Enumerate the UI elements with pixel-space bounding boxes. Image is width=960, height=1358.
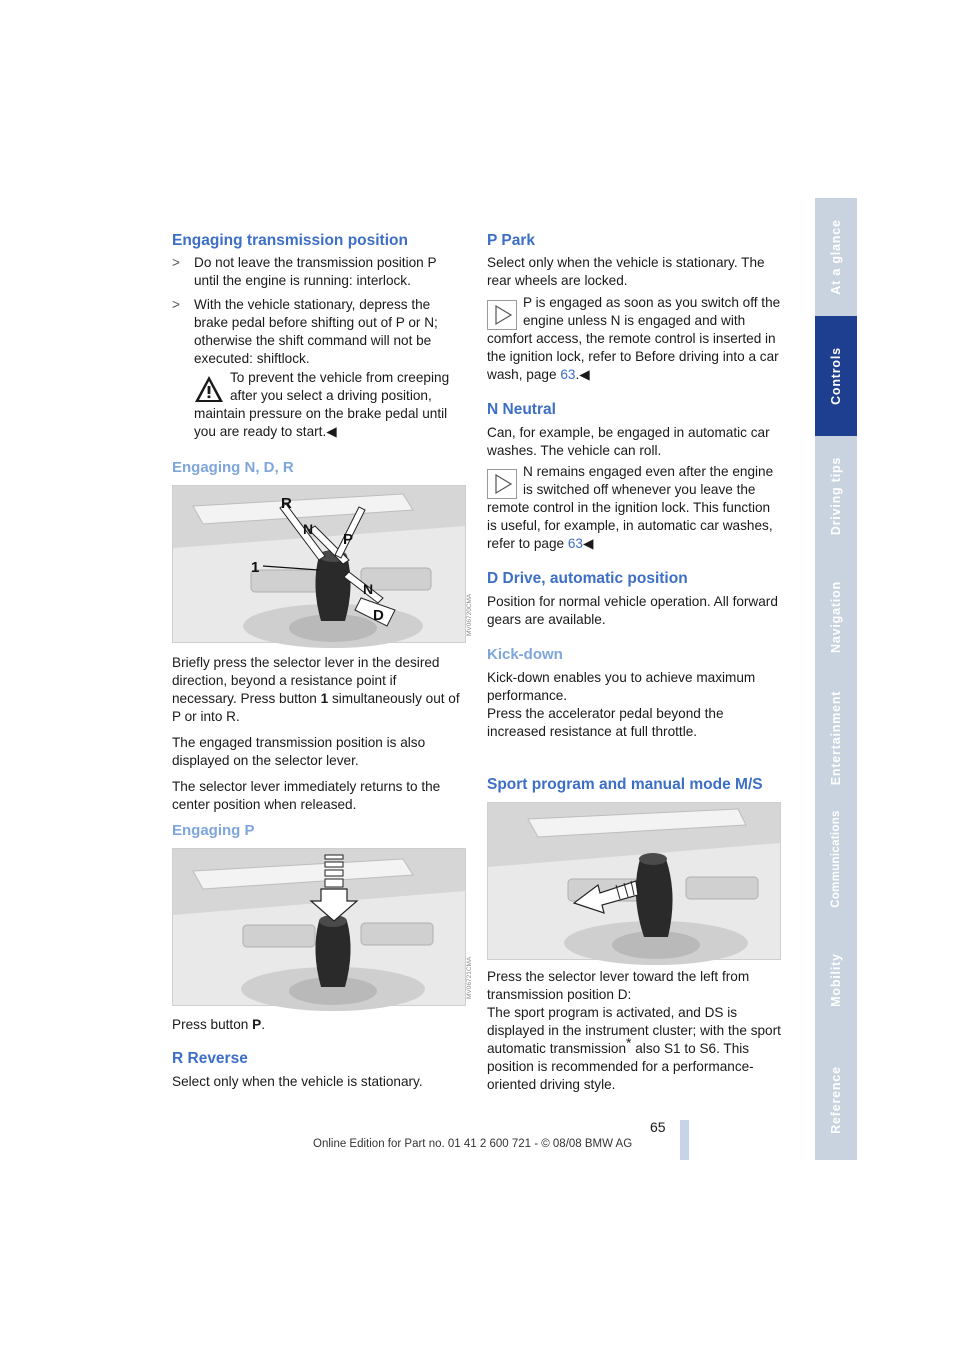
kick-down-paragraph-1: Kick-down enables you to achieve maximum performance. [487,670,756,703]
selector-lever-ms-photo [487,802,781,960]
tab-reference[interactable]: Reference [815,1040,857,1161]
ndr-description [172,654,464,814]
ndr-paragraph-1: Briefly press the selector lever in the desired direction, beyond a resistance point if necessary. Press button 1 simultaneously out of P or into R. [172,655,460,724]
list-item: > With the vehicle stationary, depress the brake pedal before shifting out of P or N; otherwise the shift command will not be executed: shiftlock. [172,297,438,366]
tab-entertainment[interactable]: Entertainment [815,678,857,799]
tab-at-a-glance[interactable]: At a glance [815,198,857,317]
sport-program-heading: Sport program and manual mode M/S [487,776,763,793]
page-link-63[interactable]: 63 [567,536,583,551]
list-item: > Do not leave the transmission position P until the engine is running: interlock. [172,255,437,288]
warning-text-line1: To prevent the vehicle from creeping [230,370,450,385]
engaging-transmission-heading: Engaging transmission position [172,232,408,249]
figure-code: MV06721CMA [466,956,473,999]
p-park-heading: P Park [487,232,535,249]
d-drive-text: Position for normal vehicle operation. All forward gears are available. [487,594,778,627]
sport-program-text [487,968,781,1094]
tab-communications[interactable]: Communications [815,798,857,921]
press-button-p: Press button P. [172,1017,265,1032]
label-d: D [373,607,384,624]
page-number: 65 [650,1119,666,1135]
tab-driving-tips[interactable]: Driving tips [815,436,857,557]
warning-text-line2: after you select a driving position, [230,388,432,403]
label-r: R [281,495,292,512]
sport-paragraph-1: Press the selector lever toward the left from transmission position D: [487,969,750,1002]
ndr-paragraph-2: The engaged transmission position is also displayed on the selector lever. [172,735,426,768]
kick-down-text [487,669,779,741]
p-park-text: Select only when the vehicle is stationary. The rear wheels are locked. [487,255,765,288]
note-icon [487,300,517,330]
warning-icon [194,374,224,404]
kick-down-paragraph-2: Press the accelerator pedal beyond the increased resistance at full throttle. [487,706,724,739]
tab-mobility[interactable]: Mobility [815,920,857,1041]
page-link-63[interactable]: 63 [560,367,576,382]
n-neutral-text: Can, for example, be engaged in automatic car washes. The vehicle can roll. [487,425,770,458]
label-p: P [343,531,354,548]
footer-edition: Online Edition for Part no. 01 41 2 600 721 - © 08/08 BMW AG [313,1138,633,1150]
engaging-ndr-heading: Engaging N, D, R [172,459,294,476]
engaging-p-heading: Engaging P [172,822,255,839]
warning-text-rest: maintain pressure on the brake pedal until you are ready to start.◀ [194,406,448,439]
neutral-note-line1: N remains engaged even after the engine [523,464,774,479]
kick-down-heading: Kick-down [487,646,563,663]
park-note-rest: comfort access, the remote control is inserted in the ignition lock, refer to Before driving into a car wash, page 63.◀ [487,331,779,382]
ndr-paragraph-3: The selector lever immediately returns to the center position when released. [172,779,441,812]
d-drive-heading: D Drive, automatic position [487,570,688,587]
n-neutral-heading: N Neutral [487,401,556,418]
neutral-note-rest: remote control in the ignition lock. This function is useful, for example, in automatic car washes, refer to page 63◀ [487,500,773,551]
interlock-bullets [172,254,464,368]
park-note-line1: P is engaged as soon as you switch off the [523,295,781,310]
r-reverse-heading: R Reverse [172,1050,248,1067]
label-n-lower: N [363,581,374,597]
selector-lever-p-photo [172,848,473,1006]
tab-controls[interactable]: Controls [815,316,857,437]
sport-paragraph-2: The sport program is activated, and DS is displayed in the instrument cluster; with the sport automatic transmission* also S1 to S6. This position is recommended for a performance-oriented driving style. [487,1005,781,1092]
tab-navigation[interactable]: Navigation [815,556,857,679]
neutral-note-line2: is switched off whenever you leave the [523,482,756,497]
label-button-1: 1 [251,559,260,576]
note-icon [487,469,517,499]
chapter-sidebar [815,198,857,1160]
park-note-line2: engine unless N is engaged and with [523,313,746,328]
label-n-upper: N [303,521,314,537]
r-reverse-text: Select only when the vehicle is stationary. [172,1074,423,1089]
figure-code: MV06720CMA [466,593,473,636]
page-marker-bar [680,1120,689,1160]
selector-lever-ndr-photo [172,485,473,643]
